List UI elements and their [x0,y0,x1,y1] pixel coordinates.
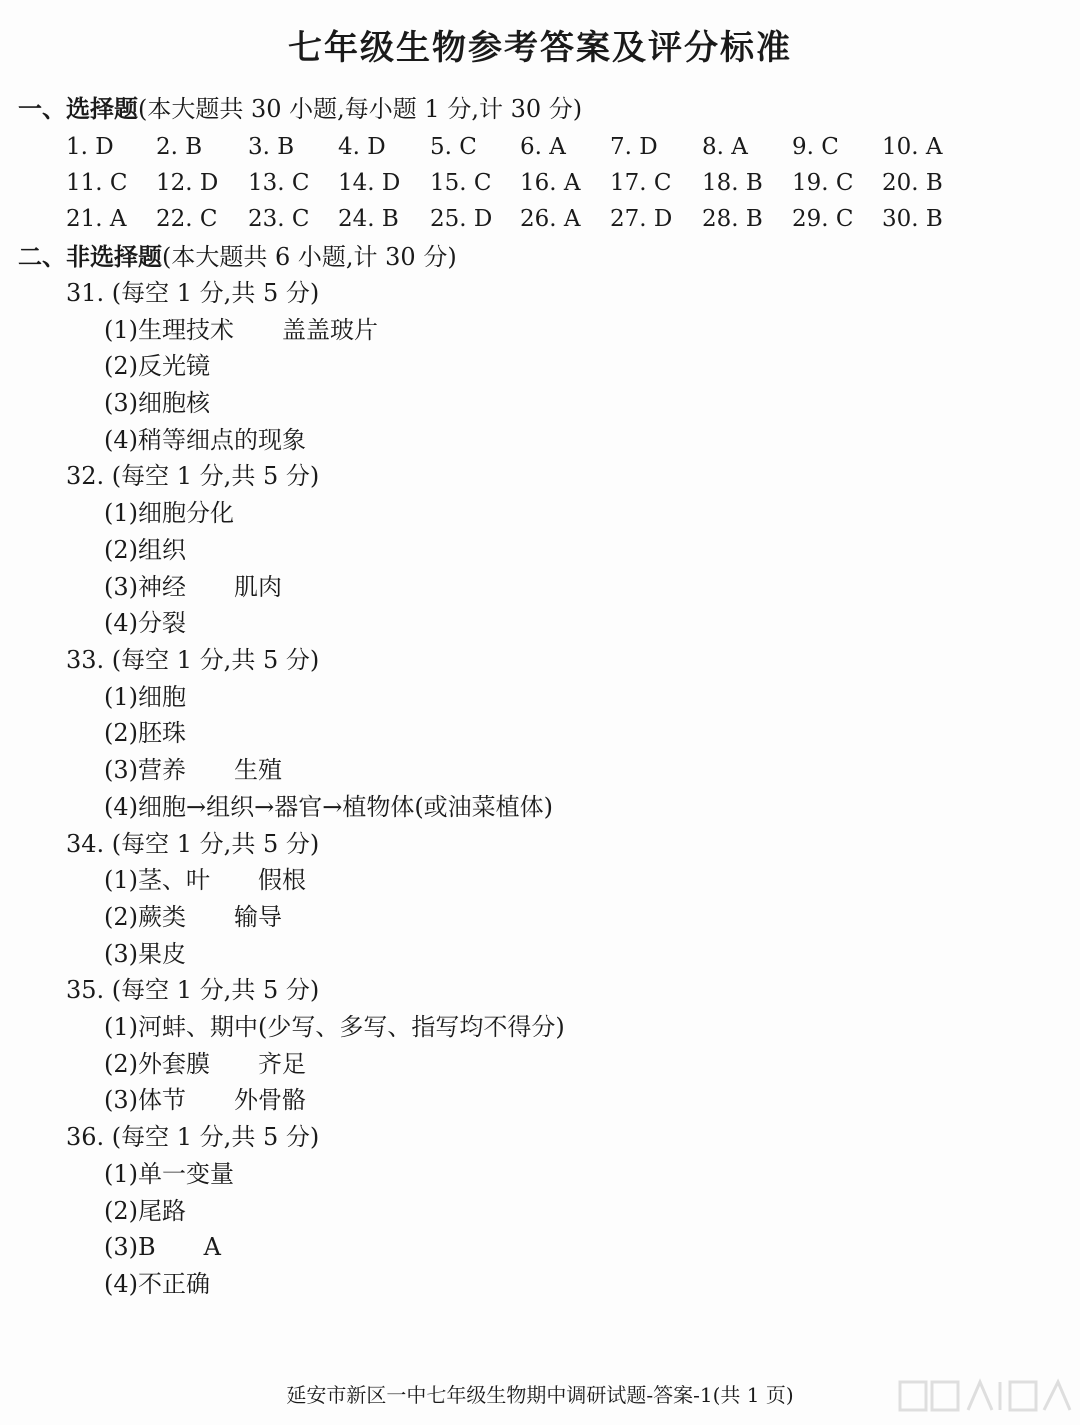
section-heading-multiple-choice [18,92,582,126]
answer-line [104,533,186,567]
answer-text: (1)单一变量 [104,1160,234,1188]
answer-line [104,423,306,457]
answer-text: (1)细胞分化 [104,499,234,527]
answer-text: (4)细胞→组织→器官→植物体(或油菜植体) [104,793,554,821]
mc-answer: 17. C [610,170,672,196]
answer-line [104,1230,221,1264]
answer-text: (1)河蚌、期中(少写、多写、指写均不得分) [104,1013,565,1041]
mc-answer: 12. D [156,170,219,196]
section-heading-note: (本大题共 30 小题,每小题 1 分,计 30 分) [138,95,583,123]
question-label: 35. (每空 1 分,共 5 分) [66,976,320,1004]
mc-answer: 30. B [882,206,943,232]
answer-text: 外骨骼 [234,1086,306,1114]
answer-line [104,1267,210,1301]
answer-line [104,313,378,347]
answer-line [104,1194,186,1228]
answer-line [104,716,186,750]
mc-answer: 16. A [520,170,581,196]
answer-line [104,349,210,383]
answer-line [104,900,282,934]
mc-answer: 18. B [702,170,763,196]
answer-text: (3)体节 [104,1086,186,1114]
mc-answer: 2. B [156,134,203,160]
page-title: 七年级生物参考答案及评分标准 [288,28,792,68]
answer-text: (1)生理技术 [104,316,234,344]
answer-text: (2)组织 [104,536,186,564]
answer-text: A [203,1233,221,1261]
mc-answer: 23. C [248,206,310,232]
answer-text: 生殖 [234,756,282,784]
answer-line [104,863,306,897]
answer-text: 输导 [234,903,282,931]
mc-answer: 4. D [338,134,386,160]
answer-text: 肌肉 [234,573,282,601]
answer-text: (4)不正确 [104,1270,210,1298]
section-heading-non-choice [18,240,457,274]
answer-text: 盖盖玻片 [282,316,378,344]
mc-answer: 28. B [702,206,763,232]
mc-answer: 27. D [610,206,673,232]
mc-answer: 19. C [792,170,854,196]
answer-line [104,1047,306,1081]
question-label: 33. (每空 1 分,共 5 分) [66,646,320,674]
answer-text: (4)稍等细点的现象 [104,426,306,454]
mc-answer: 11. C [66,170,128,196]
answer-text: (2)胚珠 [104,719,186,747]
question-label: 32. (每空 1 分,共 5 分) [66,462,320,490]
answer-text: (2)反光镜 [104,352,210,380]
mc-answer: 9. C [792,134,839,160]
mc-answer: 22. C [156,206,218,232]
answer-text: (1)茎、叶 [104,866,210,894]
answer-line [104,753,282,787]
answer-text: (4)分裂 [104,609,186,637]
answer-text: (3)果皮 [104,940,186,968]
mc-answer: 3. B [248,134,295,160]
mc-answer: 13. C [248,170,310,196]
answer-line [104,606,186,640]
answer-line [104,1157,234,1191]
mc-answer: 29. C [792,206,854,232]
answer-text: (3)营养 [104,756,186,784]
page-footer: 延安市新区一中七年级生物期中调研试题-答案-1(共 1 页) [286,1383,794,1407]
section-heading-label: 一、选择题 [18,94,138,123]
answer-line [104,1083,306,1117]
mc-answer: 21. A [66,206,127,232]
mc-answer: 10. A [882,134,943,160]
answer-text: (2)外套膜 [104,1050,210,1078]
mc-answer: 1. D [66,134,114,160]
answer-text: (3)神经 [104,573,186,601]
answer-text: 齐足 [258,1050,306,1078]
mc-answer: 15. C [430,170,492,196]
answer-text: 假根 [258,866,306,894]
answer-text: (3)细胞核 [104,389,210,417]
answer-text: (3)B [104,1233,156,1261]
answer-text: (1)细胞 [104,683,186,711]
mc-answer: 7. D [610,134,658,160]
question-label: 31. (每空 1 分,共 5 分) [66,279,320,307]
mc-answer: 24. B [338,206,399,232]
watermark-logo [898,1376,1074,1416]
mc-answer: 25. D [430,206,493,232]
question-label: 34. (每空 1 分,共 5 分) [66,830,320,858]
section-heading-label: 二、非选择题 [18,242,162,271]
mc-answer: 8. A [702,134,748,160]
answer-text: (2)尾路 [104,1197,186,1225]
answer-text: (2)蕨类 [104,903,186,931]
answer-line [104,790,553,824]
mc-answer: 6. A [520,134,566,160]
answer-line [104,496,234,530]
mc-answer: 26. A [520,206,581,232]
section-heading-note: (本大题共 6 小题,计 30 分) [162,243,457,271]
mc-answer: 20. B [882,170,943,196]
answer-line [104,386,210,420]
mc-answer: 14. D [338,170,401,196]
answer-line [104,1010,565,1044]
question-label: 36. (每空 1 分,共 5 分) [66,1123,320,1151]
answer-line [104,570,282,604]
answer-line [104,937,186,971]
answer-line [104,680,186,714]
mc-answer: 5. C [430,134,477,160]
